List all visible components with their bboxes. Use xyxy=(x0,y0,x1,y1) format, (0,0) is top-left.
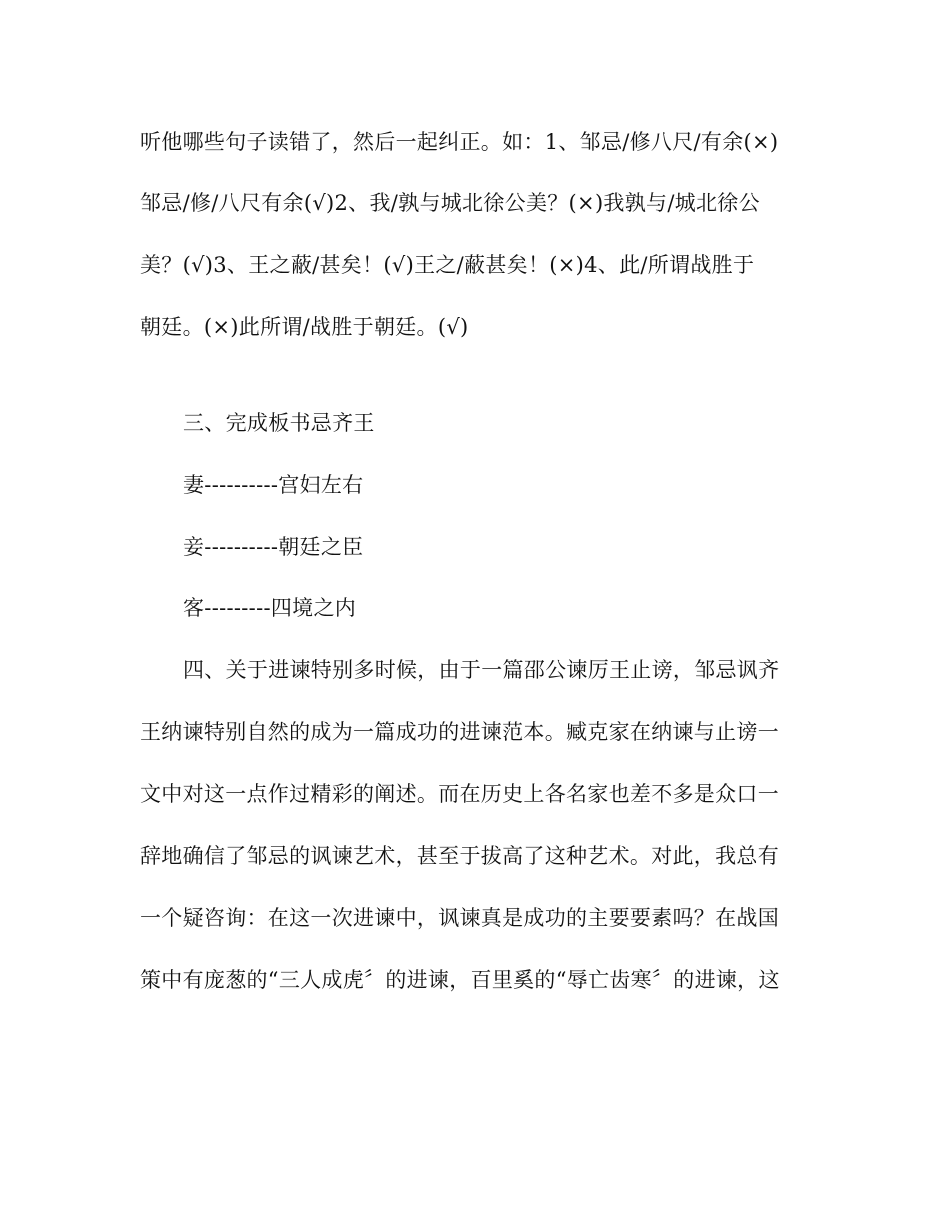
paragraph-line: 美？(√)3、王之蔽/甚矣！(√)王之/蔽甚矣！(×)4、此/所谓战胜于 xyxy=(140,253,755,277)
board-item-guest: 客---------四境之内 xyxy=(183,596,357,620)
paragraph-line: 王纳谏特别自然的成为一篇成功的进谏范本。臧克家在纳谏与止谤一 xyxy=(140,720,779,744)
paragraph-line: 邹忌/修/八尺有余(√)2、我/孰与城北徐公美？(×)我孰与/城北徐公 xyxy=(140,191,760,215)
board-item-concubine: 妾----------朝廷之臣 xyxy=(183,535,364,559)
paragraph-line: 听他哪些句子读错了，然后一起纠正。如：1、邹忌/修八尺/有余(×) xyxy=(140,130,779,154)
board-item-wife: 妻----------宫妇左右 xyxy=(183,473,364,497)
paragraph-line: 四、关于进谏特别多时候，由于一篇邵公谏厉王止谤，邹忌讽齐 xyxy=(183,658,780,682)
paragraph-line: 辞地确信了邹忌的讽谏艺术，甚至于拔高了这种艺术。对此，我总有 xyxy=(140,844,779,868)
paragraph-line: 一个疑咨询：在这一次进谏中，讽谏真是成功的主要要素吗？在战国 xyxy=(140,906,779,930)
paragraph-line: 朝廷。(×)此所谓/战胜于朝廷。(√) xyxy=(140,315,469,339)
section-heading: 三、完成板书忌齐王 xyxy=(183,411,375,435)
paragraph-line: 文中对这一点作过精彩的阐述。而在历史上各名家也差不多是众口一 xyxy=(140,782,779,806)
paragraph-line: 策中有庞葱的“三人成虎〞的进谏，百里奚的“辱亡齿寒〞的进谏，这 xyxy=(140,968,780,992)
